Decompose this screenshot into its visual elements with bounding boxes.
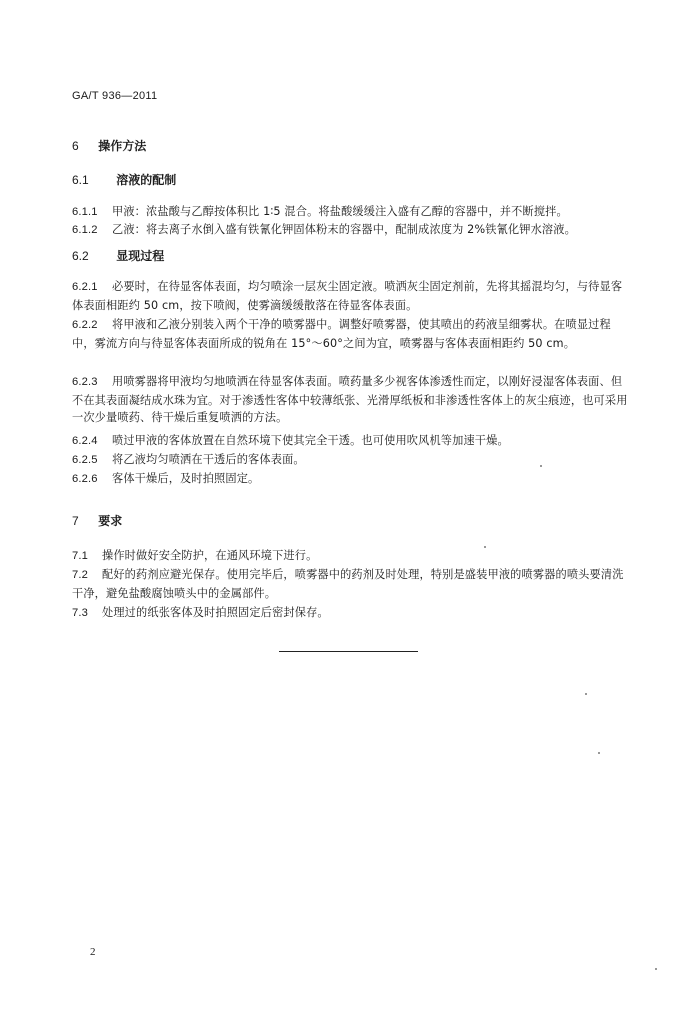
clause-6-2-5 bbox=[72, 451, 632, 470]
clause-6-2-6 bbox=[72, 470, 632, 489]
clause-7-3 bbox=[72, 604, 632, 623]
section-heading-6 bbox=[72, 138, 632, 154]
clause-text: 配好的药剂应避光保存。使用完毕后，喷雾器中的药剂及时处理，特别是盛装甲液的喷雾器的喷头要清洗干净，避免盐酸腐蚀喷头中的金属部件。 bbox=[72, 568, 624, 600]
standard-code: GA/T 936—2011 bbox=[72, 90, 158, 102]
section-heading-6-1 bbox=[72, 172, 632, 188]
scan-speck bbox=[585, 693, 587, 695]
clause-text: 处理过的纸张客体及时拍照固定后密封保存。 bbox=[102, 606, 329, 619]
section-title: 要求 bbox=[98, 514, 123, 528]
clause-text: 将乙液均匀喷洒在干透后的客体表面。 bbox=[112, 453, 305, 466]
clause-number: 7.1 bbox=[72, 550, 89, 562]
clause-text: 喷过甲液的客体放置在自然环境下使其完全干透。也可使用吹风机等加速干燥。 bbox=[112, 434, 509, 447]
clause-6-1-2 bbox=[72, 221, 632, 240]
clause-number: 6.2.4 bbox=[72, 435, 98, 447]
clause-number: 7.2 bbox=[72, 569, 89, 581]
section-title: 操作方法 bbox=[98, 139, 147, 153]
section-number: 6 bbox=[72, 139, 79, 153]
clause-text: 甲液：浓盐酸与乙醇按体积比 1∶5 混合。将盐酸缓缓注入盛有乙醇的容器中，并不断搅拌。 bbox=[112, 205, 568, 218]
clause-6-1-1 bbox=[72, 203, 632, 222]
scan-speck bbox=[484, 546, 486, 548]
clause-6-2-2 bbox=[72, 316, 632, 352]
clause-number: 7.3 bbox=[72, 607, 89, 619]
clause-7-1 bbox=[72, 547, 632, 566]
clause-text: 必要时，在待显客体表面，均匀喷涂一层灰尘固定液。喷洒灰尘固定剂前，先将其摇混均匀，与待显客体表面相距约 50 cm，按下喷阀，使雾滴缓缓散落在待显客体表面。 bbox=[72, 280, 623, 312]
section-number: 6.1 bbox=[72, 173, 89, 187]
clause-number: 6.2.3 bbox=[72, 376, 98, 388]
scan-speck bbox=[598, 752, 600, 754]
clause-text: 将甲液和乙液分别装入两个干净的喷雾器中。调整好喷雾器，使其喷出的药液呈细雾状。在喷显过程中，雾流方向与待显客体表面所成的锐角在 15°～60°之间为宜，喷雾器与客体表面相距约 50 cm。 bbox=[72, 318, 611, 350]
end-rule bbox=[279, 651, 418, 652]
section-heading-6-2 bbox=[72, 248, 632, 264]
clause-number: 6.1.2 bbox=[72, 224, 98, 236]
clause-text: 操作时做好安全防护，在通风环境下进行。 bbox=[102, 549, 318, 562]
clause-6-2-4 bbox=[72, 432, 632, 451]
clause-number: 6.2.5 bbox=[72, 454, 98, 466]
scan-speck bbox=[540, 465, 542, 467]
clause-number: 6.2.1 bbox=[72, 281, 98, 293]
clause-text: 乙液：将去离子水倒入盛有铁氰化钾固体粉末的容器中，配制成浓度为 2%铁氰化钾水溶液。 bbox=[112, 223, 576, 236]
clause-number: 6.2.6 bbox=[72, 473, 98, 485]
section-title: 显现过程 bbox=[116, 249, 165, 263]
clause-6-2-1 bbox=[72, 278, 632, 314]
scan-speck bbox=[655, 968, 657, 970]
section-title: 溶液的配制 bbox=[116, 173, 177, 187]
section-heading-7 bbox=[72, 513, 632, 529]
clause-number: 6.1.1 bbox=[72, 206, 98, 218]
clause-6-2-3 bbox=[72, 373, 632, 427]
clause-7-2 bbox=[72, 566, 632, 602]
section-number: 6.2 bbox=[72, 249, 89, 263]
clause-text: 客体干燥后，及时拍照固定。 bbox=[112, 472, 260, 485]
page-number: 2 bbox=[90, 946, 96, 958]
clause-text: 用喷雾器将甲液均匀地喷洒在待显客体表面。喷药量多少视客体渗透性而定，以刚好浸湿客体表面、但不在其表面凝结成水珠为宜。对于渗透性客体中较薄纸张、光滑厚纸板和非渗透性客体上的灰尘痕迹，也可采用一次少量喷药、待干燥后重复喷洒的方法。 bbox=[72, 375, 628, 424]
section-number: 7 bbox=[72, 514, 79, 528]
clause-number: 6.2.2 bbox=[72, 319, 98, 331]
